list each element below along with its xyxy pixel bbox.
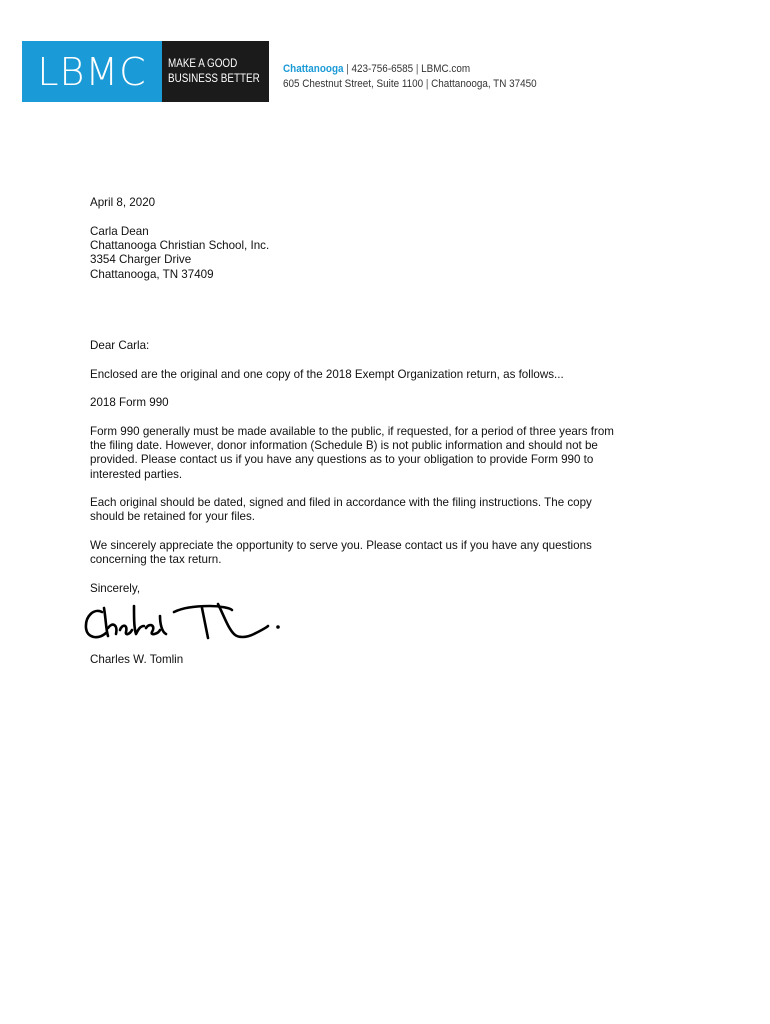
recipient-name: Carla Dean [90, 225, 149, 238]
contact-row-1 [283, 62, 537, 77]
paragraph-line: the filing date. However, donor information (Schedule B) is not public information and should not be [90, 439, 598, 453]
letter-date: April 8, 2020 [90, 196, 156, 209]
paragraph-line: Each original should be dated, signed and filed in accordance with the filing instructions. The copy [90, 496, 592, 509]
recipient-organization: Chattanooga Christian School, Inc. [90, 239, 270, 253]
intro-block [90, 368, 670, 382]
contact-website: LBMC.com [421, 63, 471, 75]
letter-date-block [90, 196, 670, 210]
separator: | [425, 78, 429, 90]
separator: | [346, 63, 349, 75]
paragraph-public-disclosure [90, 425, 670, 482]
tagline-box [162, 41, 269, 102]
contact-row-2 [283, 77, 537, 92]
paragraph-appreciation [90, 539, 670, 567]
recipient-address [90, 225, 670, 282]
salutation: Dear Carla: [90, 339, 150, 352]
paragraph-line: provided. Please contact us if you have any questions as to your obligation to provide Form 990 to [90, 453, 594, 467]
paragraph-line: Form 990 generally must be made available to the public, if requested, for a period of three years from [90, 425, 614, 438]
letterhead-contact [283, 62, 565, 92]
paragraph-line: should be retained for your files. [90, 510, 255, 524]
paragraph-line: interested parties. [90, 467, 183, 481]
separator: | [415, 63, 419, 75]
contact-street: 605 Chestnut Street, Suite 1100 [283, 78, 424, 90]
signer-name: Charles W. Tomlin [90, 653, 184, 666]
signer-block [90, 653, 670, 667]
closing-block [90, 582, 670, 596]
paragraph-line: concerning the tax return. [90, 553, 222, 567]
lbmc-logo [22, 41, 162, 102]
salutation-block [90, 339, 670, 353]
tagline-line-1: MAKE A GOOD [168, 57, 238, 70]
contact-phone: 423-756-6585 [351, 63, 414, 75]
contact-city: Chattanooga [283, 63, 344, 75]
intro-text: Enclosed are the original and one copy of the 2018 Exempt Organization return, as follows... [90, 368, 564, 381]
paragraph-filing-instructions [90, 496, 670, 524]
contact-city-state-zip: Chattanooga, TN 37450 [431, 78, 537, 90]
handwritten-signature [82, 598, 282, 646]
form-title-block [90, 396, 670, 410]
letterhead [22, 41, 269, 102]
tagline-line-2: BUSINESS BETTER [168, 72, 260, 85]
logo-text: LBMC [37, 49, 147, 94]
recipient-street: 3354 Charger Drive [90, 253, 192, 267]
paragraph-line: We sincerely appreciate the opportunity to serve you. Please contact us if you have any questions [90, 539, 592, 552]
form-title: 2018 Form 990 [90, 396, 169, 409]
closing: Sincerely, [90, 582, 141, 595]
recipient-city-state-zip: Chattanooga, TN 37409 [90, 267, 214, 281]
